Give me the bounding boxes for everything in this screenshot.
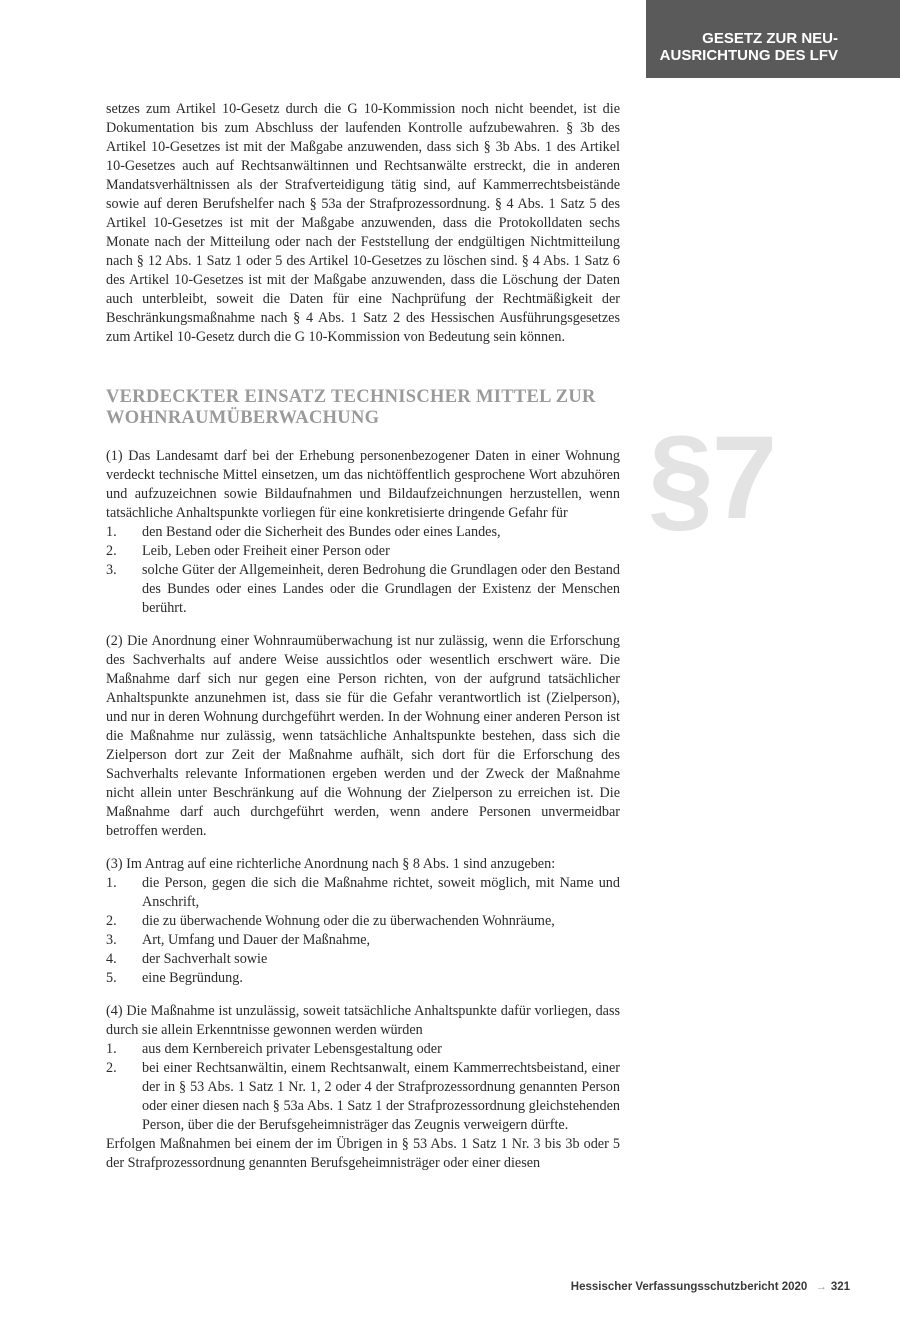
section-heading-line1: VERDECKTER EINSATZ TECHNISCHER MITTEL ZUR: [106, 387, 596, 407]
paragraph-4: (4) Die Maßnahme ist unzulässig, soweit tatsächliche Anhaltspunkte dafür vorliegen, dass durch sie allein Erkenntnisse gewonnen werden würden: [106, 1003, 620, 1038]
section-number-mark: §7: [648, 412, 776, 544]
list-item-number: 4.: [106, 951, 117, 967]
page-number: 321: [830, 1281, 850, 1293]
arrow-right-icon: →: [815, 1281, 827, 1293]
list-item-text: Leib, Leben oder Freiheit einer Person oder: [142, 543, 390, 559]
list-item-text: solche Güter der Allgemeinheit, deren Bedrohung die Grundlagen oder den Bestand des Bundes oder eines Landes oder die Grundlagen der Existenz der Menschen berührt.: [142, 562, 620, 616]
list-item-number: 1.: [106, 524, 117, 540]
intro-paragraph: setzes zum Artikel 10-Gesetz durch die G 10-Kommission noch nicht beendet, ist die Dokumentation bis zum Abschluss der laufenden Kontrolle aufzubewahren. § 3b des Artikel 10-Gesetzes ist mit der Maßgabe anzuwenden, dass sich § 3b Abs. 1 des Artikel 10-Gesetzes auch auf Rechtsanwältinnen und Rechtsanwälte erstreckt, die in anderen Mandatsverhältnissen als der Strafverteidigung tätig sind, auf Kammerrechtsbeistände sowie auf deren Berufshelfer nach § 53a der Strafprozessordnung. § 4 Abs. 1 Satz 5 des Artikel 10-Gesetzes ist mit der Maßgabe anzuwenden, dass die Protokolldaten sechs Monate nach der Mitteilung oder nach der Feststellung der endgültigen Nichtmitteilung nach § 12 Abs. 1 Satz 1 oder 5 des Artikel 10-Gesetzes zu löschen sind. § 4 Abs. 1 Satz 6 des Artikel 10-Gesetzes ist mit der Maßgabe anzuwenden, dass die Löschung der Daten auch unterbleibt, soweit die Daten für eine Nachprüfung der Rechtmäßigkeit der Beschränkungsmaßnahme nach § 4 Abs. 1 Satz 2 des Hessischen Ausführungsgesetzes zum Artikel 10-Gesetz durch die G 10-Kommission von Bedeutung sein können.: [106, 101, 620, 345]
list-item-number: 2.: [106, 1060, 117, 1076]
list-item-text: bei einer Rechtsanwältin, einem Rechtsanwalt, einem Kammerrechtsbeistand, einer der in § 53 Abs. 1 Satz 1 Nr. 1, 2 oder 4 der Strafprozessordnung genannten Person oder einer diesen nach § 53a Abs. 1 Satz 1 der Strafprozessordnung gleichstehenden Person, über die der Berufsgeheimnisträger das Zeugnis verweigern dürfte.: [142, 1060, 620, 1133]
list-item: [106, 969, 620, 988]
list-item-number: 1.: [106, 875, 117, 891]
list-item: [106, 1040, 620, 1059]
paragraph-3: (3) Im Antrag auf eine richterliche Anordnung nach § 8 Abs. 1 sind anzugeben:: [106, 856, 556, 872]
paragraph-1-list: [106, 523, 620, 618]
list-item: [106, 542, 620, 561]
list-item-text: der Sachverhalt sowie: [142, 951, 268, 967]
paragraph-1: (1) Das Landesamt darf bei der Erhebung personenbezogener Daten in einer Wohnung verdeckt technische Mittel einsetzen, um das nichtöffentlich gesprochene Wort abzuhören und aufzuzeichnen sowie Bildaufnahmen und Bildaufzeichnungen herzustellen, wenn tatsächliche Anhaltspunkte vorliegen für eine konkretisierte dringende Gefahr für: [106, 448, 620, 521]
list-item: [106, 1059, 620, 1135]
list-item-text: eine Begründung.: [142, 970, 243, 986]
list-item-number: 2.: [106, 543, 117, 559]
section-heading-line2: WOHNRAUMÜBERWACHUNG: [106, 408, 380, 428]
paragraph-4-list: [106, 1040, 620, 1135]
page-footer: [560, 1281, 850, 1293]
list-item-number: 2.: [106, 913, 117, 929]
list-item-text: Art, Umfang und Dauer der Maßnahme,: [142, 932, 371, 948]
chapter-header-tab: [646, 0, 900, 78]
list-item-number: 3.: [106, 932, 117, 948]
list-item: [106, 912, 620, 931]
list-item-text: aus dem Kernbereich privater Lebensgestaltung oder: [142, 1041, 442, 1057]
list-item-text: den Bestand oder die Sicherheit des Bundes oder eines Landes,: [142, 524, 501, 540]
list-item: [106, 874, 620, 912]
list-item: [106, 950, 620, 969]
list-item-number: 5.: [106, 970, 117, 986]
chapter-title-line1: GESETZ ZUR NEU-: [702, 30, 838, 47]
publication-title: Hessischer Verfassungsschutzbericht 2020: [570, 1281, 808, 1293]
list-item: [106, 561, 620, 618]
list-item-text: die zu überwachende Wohnung oder die zu überwachenden Wohnräume,: [142, 913, 555, 929]
list-item: [106, 931, 620, 950]
list-item-text: die Person, gegen die sich die Maßnahme richtet, soweit möglich, mit Name und Anschrift,: [142, 875, 620, 910]
paragraph-4-closing: Erfolgen Maßnahmen bei einem der im Übrigen in § 53 Abs. 1 Satz 1 Nr. 3 bis 3b oder 5 der Strafprozessordnung genannten Berufsgeheimnisträger oder einer diesen: [106, 1136, 620, 1171]
list-item-number: 1.: [106, 1041, 117, 1057]
paragraph-3-list: [106, 874, 620, 988]
list-item: [106, 523, 620, 542]
section-heading: [106, 387, 620, 429]
chapter-title-line2: AUSRICHTUNG DES LFV: [659, 47, 838, 64]
paragraph-2: (2) Die Anordnung einer Wohnraumüberwachung ist nur zulässig, wenn die Erforschung des Sachverhalts auf andere Weise aussichtlos oder wesentlich erschwert wäre. Die Maßnahme darf sich nur gegen eine Person richten, von der aufgrund tatsächlicher Anhaltspunkte anzunehmen ist, dass sie für die Gefahr verantwortlich ist (Zielperson), und nur in deren Wohnung durchgeführt werden. In der Wohnung einer anderen Person ist die Maßnahme nur zulässig, wenn tatsächliche Anhaltspunkte bestehen, dass sich die Zielperson dort zur Zeit der Maßnahme aufhält, sich dort für die Erforschung des Sachverhalts relevante Informationen ergeben werden und der Zweck der Maßnahme nicht allein unter Beschränkung auf die Wohnung der Zielperson zu erreichen ist. Die Maßnahme darf auch durchgeführt werden, wenn andere Personen unvermeidbar betroffen werden.: [106, 633, 620, 839]
list-item-number: 3.: [106, 562, 117, 578]
main-text-column: [106, 100, 620, 1173]
